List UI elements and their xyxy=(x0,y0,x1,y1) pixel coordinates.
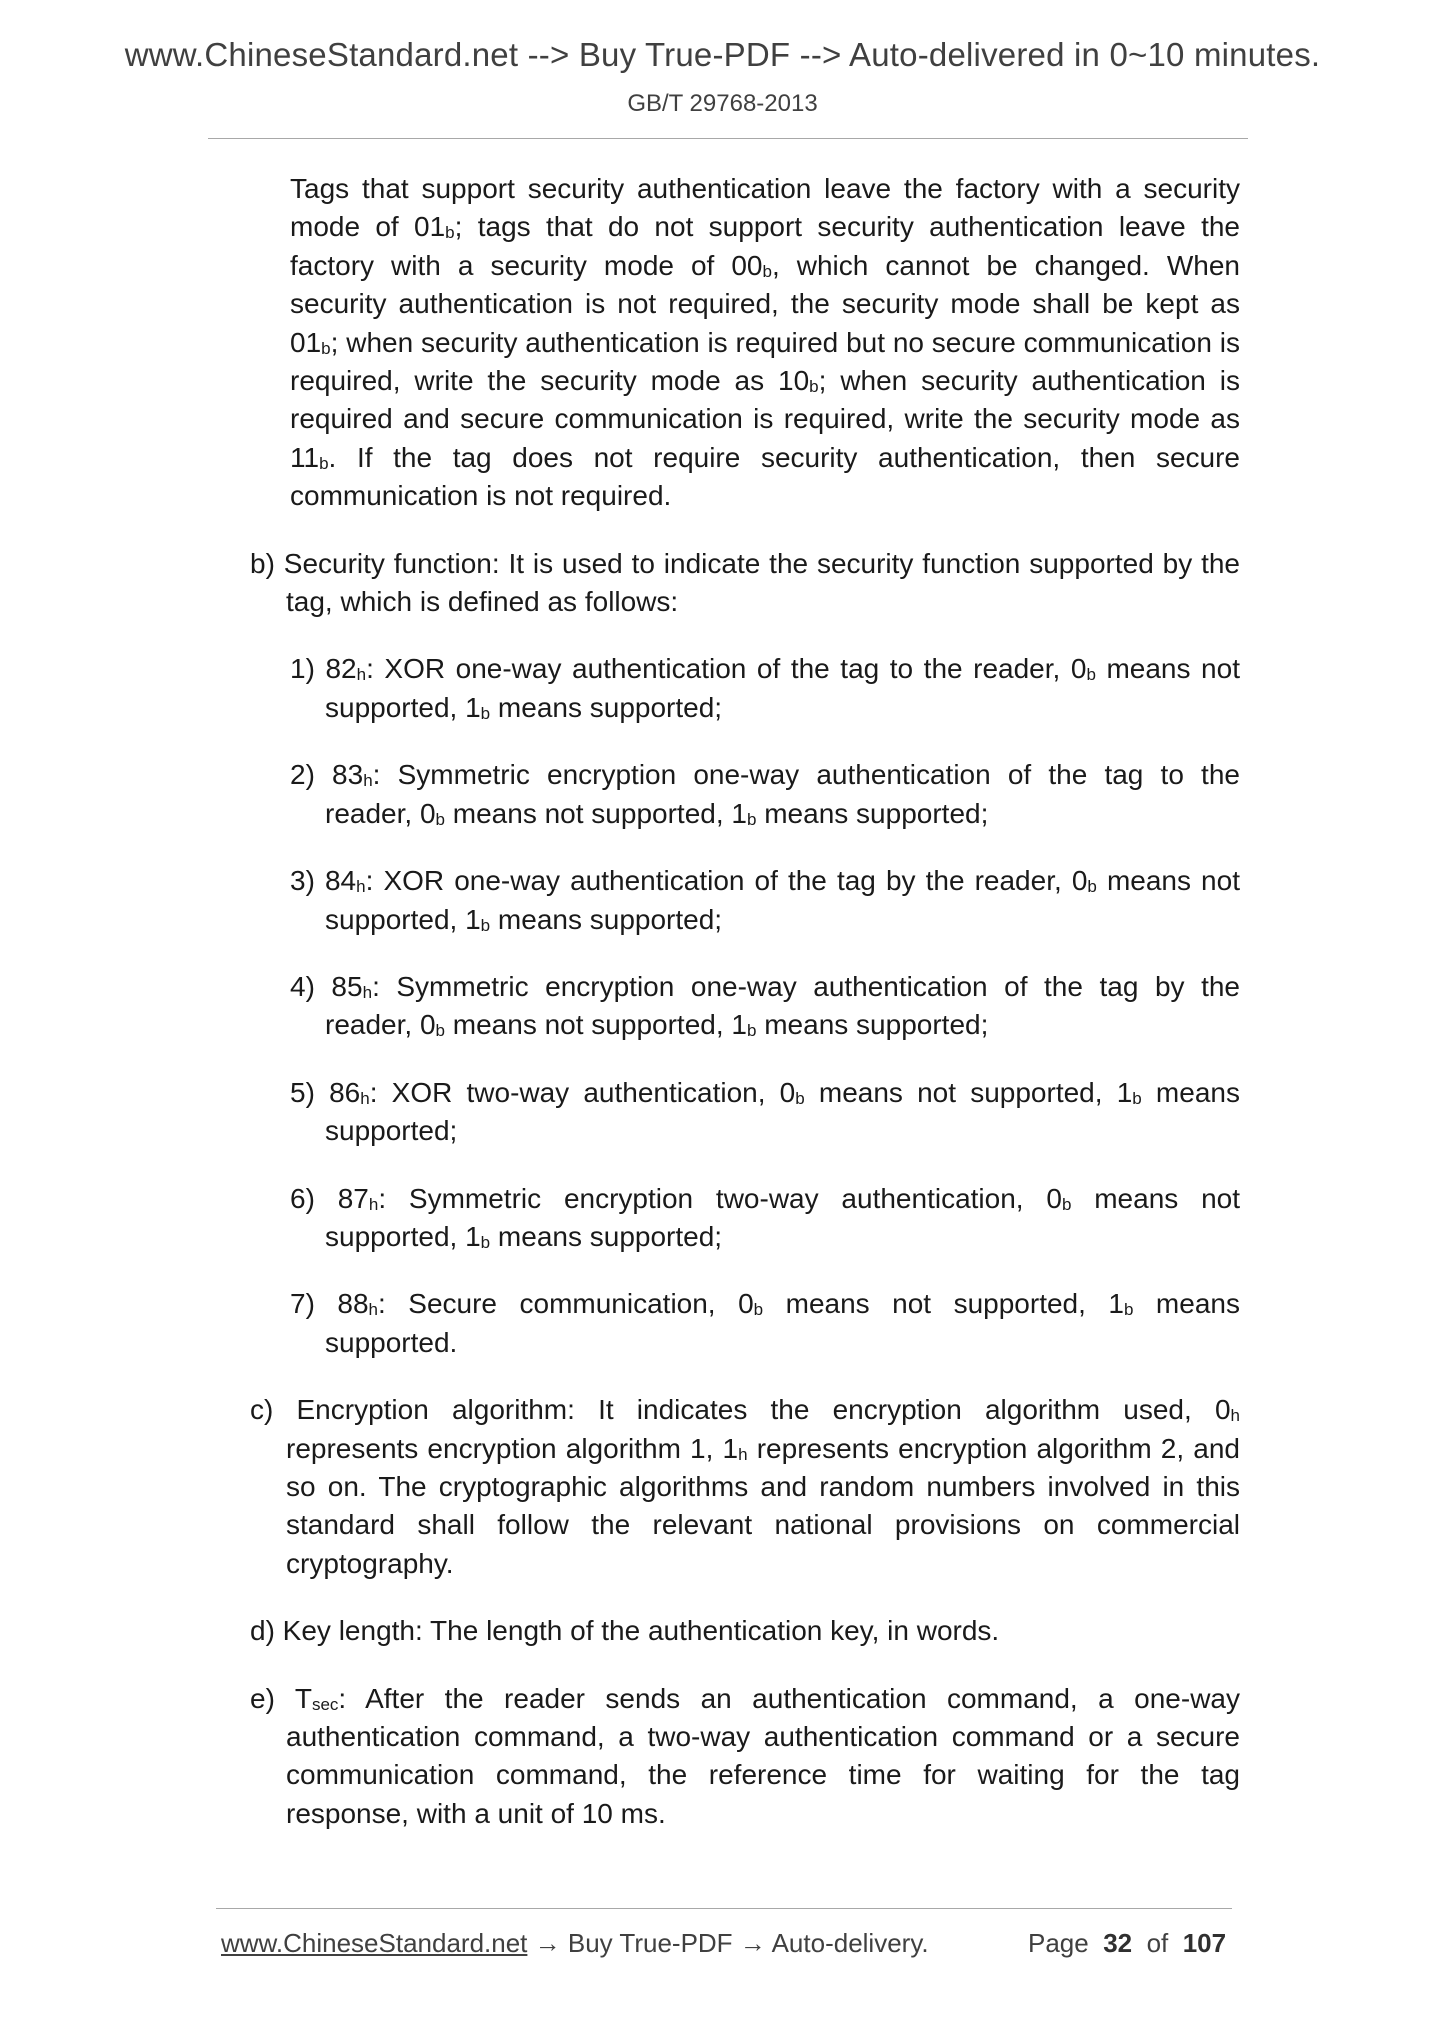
function-item: 7) $88_h$: Secure communication, $0_b$ means not supported, $1_b$ means supported. xyxy=(290,1288,1240,1358)
footer-links xyxy=(221,1928,929,1959)
security-mode-paragraph: Tags that support security authentication leave the factory with a security mode of $01_b$; tags that do not support security authentication leave the factory with a security mode of $00_b$, which cannot be changed. When security authentication is not required, the security mode shall be kept as $01_b$; when security authentication is required but no secure communication is required, write the security mode as $10_b$; when security authentication is required and secure communication is required, write the security mode as $11_b$. If the tag does not require security authentication, then secure communication is not required. xyxy=(290,173,1240,512)
footer-divider xyxy=(216,1908,1232,1909)
footer-buy-text: Buy True-PDF xyxy=(567,1928,733,1958)
footer-site-link[interactable]: www.ChineseStandard.net xyxy=(221,1928,528,1958)
top-banner: www.ChineseStandard.net --> Buy True-PDF --> Auto-delivered in 0~10 minutes. xyxy=(124,36,1321,73)
item-d-key-length: d) Key length: The length of the authentication key, in words. xyxy=(250,1615,1000,1647)
item-e-tsec: e) $T_{sec}$: After the reader sends an authentication command, a one-way authentication command, a two-way authentication command or a secure communication command, the reference time for waiting for the tag response, with a unit of 10 ms. xyxy=(250,1682,1240,1829)
function-item: 6) $87_h$: Symmetric encryption two-way authentication, $0_b$ means not supported, $1_b$ means supported; xyxy=(290,1182,1240,1252)
function-item: 1) $82_h$: XOR one-way authentication of the tag to the reader, $0_b$ means not supported, $1_b$ means supported; xyxy=(290,653,1240,723)
item-b-security-function: b) Security function: It is used to indicate the security function supported by the tag, which is defined as follows: xyxy=(250,547,1240,618)
page-indicator: Page 32 of 107 xyxy=(1028,1928,1227,1958)
page-current: 32 xyxy=(1103,1928,1133,1958)
page-total: 107 xyxy=(1182,1928,1227,1958)
function-item: 4) $85_h$: Symmetric encryption one-way authentication of the tag by the reader, $0_b$ means not supported, $1_b$ means supported; xyxy=(290,970,1240,1041)
item-c-encryption-algorithm: c) Encryption algorithm: It indicates the encryption algorithm used, $0_h$ represents encryption algorithm 1, $1_h$ represents encryption algorithm 2, and so on. The cryptographic algorithms and random numbers involved in this standard shall follow the relevant national provisions on commercial cryptography. xyxy=(250,1394,1240,1579)
function-item: 3) $84_h$: XOR one-way authentication of the tag by the reader, $0_b$ means not supported, $1_b$ means supported; xyxy=(290,865,1240,935)
header-divider xyxy=(208,138,1248,139)
document-body xyxy=(250,170,1240,1833)
arrow-icon: → xyxy=(732,1928,772,1958)
footer-delivery-text: Auto-delivery. xyxy=(771,1928,929,1958)
standard-number: GB/T 29768-2013 xyxy=(627,90,818,117)
function-item: 2) $83_h$: Symmetric encryption one-way authentication of the tag to the reader, $0_b$ means not supported, $1_b$ means supported; xyxy=(290,759,1240,829)
function-item: 5) $86_h$: XOR two-way authentication, $0_b$ means not supported, $1_b$ means supported; xyxy=(290,1076,1240,1147)
arrow-icon: → xyxy=(527,1928,568,1958)
